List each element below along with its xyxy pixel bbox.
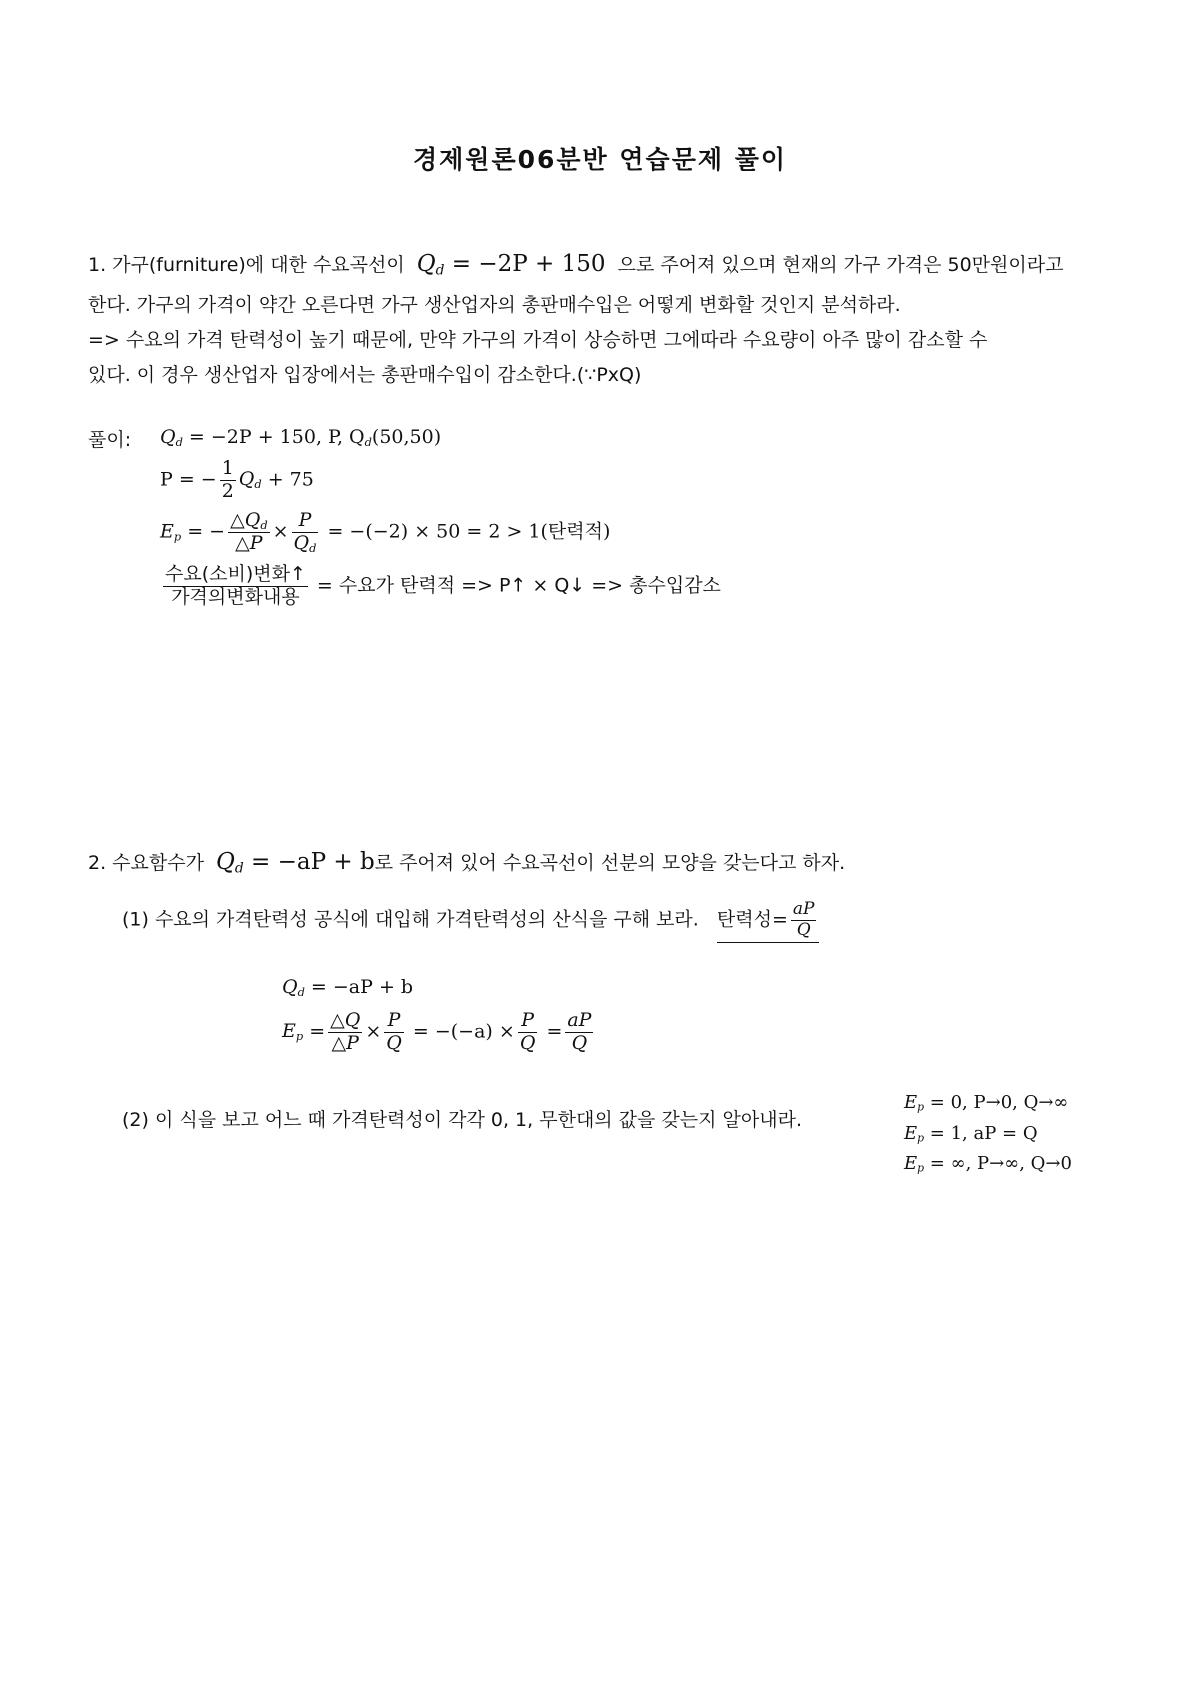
q2-eq2-eq2: = bbox=[546, 1020, 563, 1043]
q1-line-2: 한다. 가구의 가격이 약간 오른다면 가구 생산업자의 총판매수입은 어떻게 변화할 것인지 분석하라. bbox=[88, 294, 901, 316]
q2-answer-3-text: = ∞, P→∞, Q→0 bbox=[929, 1153, 1072, 1175]
sol-eq1-tail: (50,50) bbox=[371, 426, 442, 448]
sol-eq3-tail: = −(−2) × 50 = 2 > 1(탄력적) bbox=[327, 520, 611, 543]
sol-eq3-lhs: E bbox=[160, 520, 174, 543]
q2-eq2-den1: △P bbox=[331, 1031, 359, 1054]
sol-eq1-sub: d bbox=[364, 434, 372, 449]
sol-eq3-fraction-2 bbox=[292, 510, 319, 555]
q1-line-3: => 수요의 가격 탄력성이 높기 때문에, 만약 가구의 가격이 상승하면 그에따라 수요량이 아주 많이 감소할 수 bbox=[88, 329, 988, 351]
q1-text-b: 으로 주어져 있으며 현재의 가구 가격은 50만원이라고 bbox=[617, 254, 1064, 276]
sol-eq3-den2: $Q_d$ bbox=[293, 531, 317, 555]
sol-eq4-den: 가격의변화내용 bbox=[171, 585, 300, 608]
q2-p1-answer bbox=[717, 900, 820, 943]
q2-eq2-frac-2 bbox=[384, 1010, 404, 1055]
q2-eq2-frac-4 bbox=[565, 1010, 593, 1055]
q1-eq-rest: = −2P + 150 bbox=[444, 251, 606, 277]
sol-eq3-fraction-1 bbox=[228, 510, 270, 555]
q2-p1-fraction bbox=[791, 900, 817, 940]
q2-eq2-den3: Q bbox=[519, 1031, 536, 1054]
q2-text-b: 로 주어져 있어 수요곡선이 선분의 모양을 갖는다고 하자. bbox=[374, 852, 846, 874]
q1-demand-equation bbox=[417, 251, 606, 277]
sol-eq4-tail: = 수요가 탄력적 => P↑ × Q↓ => 총수입감소 bbox=[316, 574, 721, 597]
sol-eq3-num-text: △Q bbox=[230, 509, 261, 531]
q2-eq2-num3: P bbox=[518, 1010, 538, 1033]
page-title: 경제원론06분반 연습문제 풀이 bbox=[413, 145, 787, 174]
q2-p1-text: (1) 수요의 가격탄력성 공식에 대입해 가격탄력성의 산식을 구해 보라. bbox=[122, 908, 699, 931]
sol-eq2-lhs: P = − bbox=[160, 468, 217, 491]
q2-part-2: (2) 이 식을 보고 어느 때 가격탄력성이 각각 0, 1, 무한대의 값을 갖는지 알아내라. bbox=[122, 1109, 802, 1131]
q2-answer-3: $E_p$ = ∞, P→∞, Q→0 bbox=[904, 1153, 1072, 1176]
sol-eq2-q: $Q_d$ bbox=[238, 468, 262, 492]
solution-label: 풀이: bbox=[88, 429, 132, 451]
q1-text-a: 1. 가구(furniture)에 대한 수요곡선이 bbox=[88, 254, 405, 276]
q2-answer-1: $E_p = 0$, P→0, Q→∞ bbox=[904, 1092, 1069, 1114]
q2-eq2-den2: Q bbox=[386, 1031, 402, 1054]
q1-line-1 bbox=[88, 250, 1063, 278]
q2-answer-1-text: = 0, P→0, Q→∞ bbox=[929, 1092, 1069, 1113]
q2-eq2-frac-1 bbox=[328, 1010, 362, 1055]
q2-answers bbox=[904, 1090, 1072, 1182]
q2-eq2-den4: Q bbox=[571, 1031, 588, 1054]
q2-p1-den: Q bbox=[796, 919, 811, 940]
q2-eq2-times: × bbox=[365, 1020, 382, 1043]
sol-eq2-tail: + 75 bbox=[267, 468, 314, 491]
solution-eq-4 bbox=[160, 564, 721, 609]
q2-text-a: 2. 수요함수가 bbox=[88, 852, 204, 874]
q1-eq-sub: d bbox=[435, 262, 445, 279]
solution-eq-2 bbox=[160, 458, 314, 503]
q2-eq2-eq: = bbox=[309, 1020, 326, 1043]
q2-eq2-mid: = −(−a) × bbox=[412, 1020, 515, 1043]
solution-eq-1 bbox=[160, 426, 441, 449]
sol-eq3-den2-text: Q bbox=[293, 531, 310, 554]
q2-eq1-body: = −aP + b bbox=[310, 976, 414, 998]
q2-demand-function: $Q_d = -aP + b$ bbox=[216, 849, 375, 877]
solution-eq-3 bbox=[160, 510, 610, 555]
q2-eq2-num1: △Q bbox=[330, 1009, 361, 1031]
sol-eq2-den: 2 bbox=[221, 479, 234, 502]
q2-part-1 bbox=[122, 900, 819, 943]
sol-eq1-body: = −2P + 150, P, Q bbox=[188, 426, 365, 448]
sol-eq2-num: 1 bbox=[221, 457, 234, 479]
q2-eq2-num2: P bbox=[384, 1010, 404, 1033]
sol-eq3-den: △P bbox=[235, 531, 263, 554]
q2-eq-rest: = −aP + b bbox=[243, 849, 375, 875]
sol-eq1-q: $Q_d$ bbox=[160, 426, 183, 449]
sol-eq4-fraction bbox=[163, 564, 308, 609]
q2-eq2-e: $E_p$ bbox=[282, 1020, 304, 1044]
q2-eq2-frac-3 bbox=[518, 1010, 538, 1055]
q2-answer-2: $E_p = 1$, aP = Q bbox=[904, 1122, 1038, 1145]
q2-answer-2-text: = 1, aP = Q bbox=[929, 1122, 1038, 1144]
q2-eq1-q: $Q_d$ bbox=[282, 976, 305, 999]
q2-eq2-num4: aP bbox=[567, 1009, 592, 1031]
q1-line-4: 있다. 이 경우 생산업자 입장에서는 총판매수입이 감소한다.(∵PxQ) bbox=[88, 364, 642, 386]
q2-eq-2 bbox=[282, 1010, 596, 1055]
q2-p1-ans-label: 탄력성= bbox=[716, 908, 788, 931]
q2-p1-num: aP bbox=[792, 899, 815, 919]
sol-eq2-fraction bbox=[220, 458, 236, 503]
sol-eq3-times: × bbox=[272, 520, 289, 543]
sol-eq4-num: 수요(소비)변화↑ bbox=[165, 563, 306, 585]
sol-eq3-num: $\triangle Q_d$ bbox=[230, 509, 268, 532]
q2-eq-1 bbox=[282, 976, 413, 999]
sol-eq3-sub: p bbox=[173, 529, 182, 544]
sol-eq3-eq: = − bbox=[187, 520, 226, 543]
q2-line-1 bbox=[88, 848, 845, 876]
q1-eq-var: Q bbox=[416, 251, 436, 277]
sol-eq3-num2: P bbox=[292, 510, 319, 533]
